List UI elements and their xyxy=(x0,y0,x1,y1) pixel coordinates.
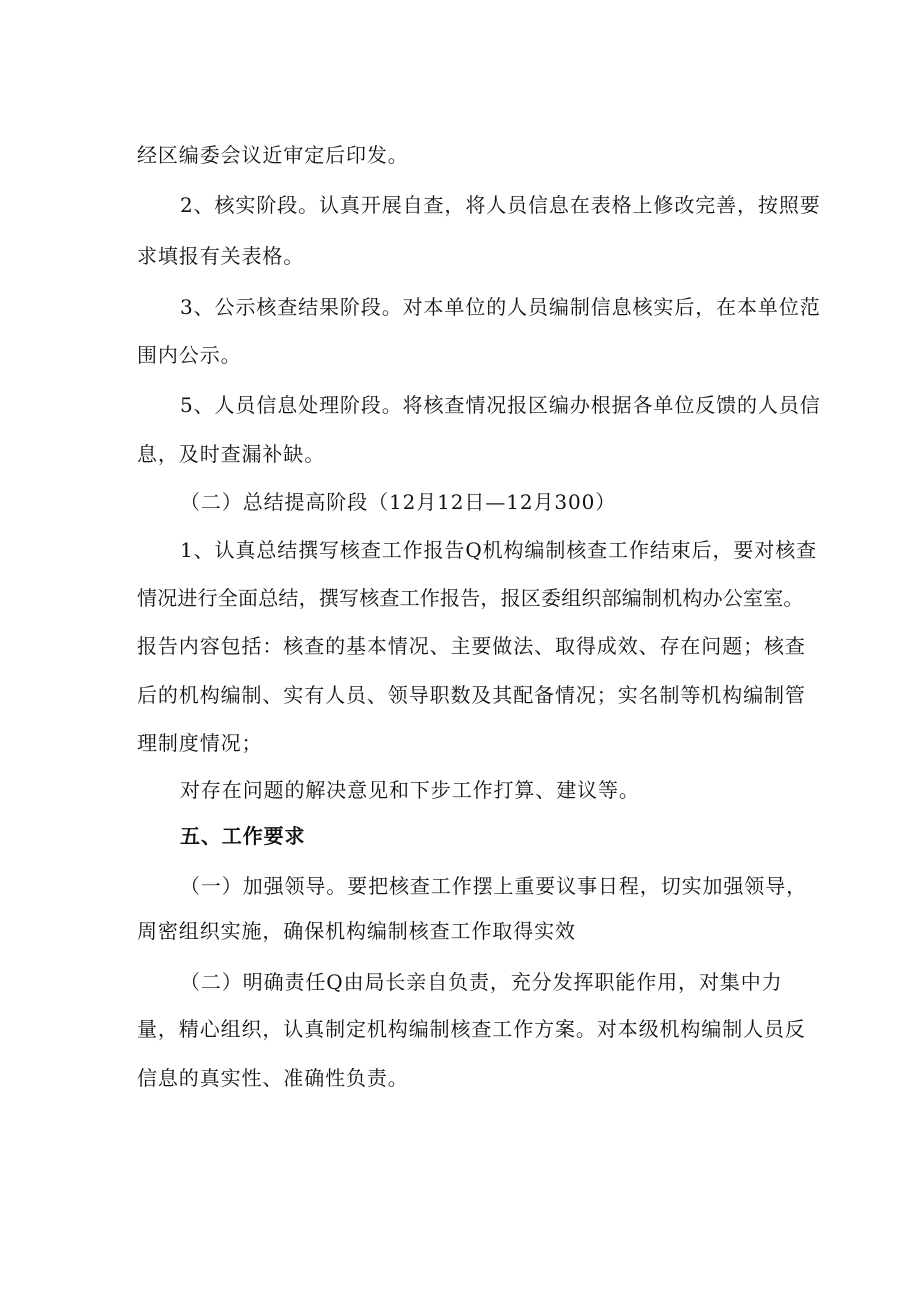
text-line: 情况进行全面总结，撰写核查工作报告，报区委组织部编制机构办公室室。 xyxy=(137,586,804,610)
text-line: 1、认真总结撰写核查工作报告Q机构编制核查工作结束后，要对核查 xyxy=(180,538,818,562)
text-line: 信息的真实性、准确性负责。 xyxy=(137,1066,409,1090)
text-line: 求填报有关表格。 xyxy=(137,244,305,268)
section-heading: 五、工作要求 xyxy=(180,824,306,848)
text-line: 息，及时查漏补缺。 xyxy=(137,442,326,466)
section-subheading: （二）总结提高阶段（12月12日—12月300） xyxy=(180,490,617,514)
text-line: 量，精心组织，认真制定机构编制核查工作方案。对本级机构编制人员反 xyxy=(137,1017,806,1041)
text-line: 后的机构编制、实有人员、领导职数及其配备情况；实名制等机构编制管 xyxy=(137,683,806,707)
text-line: 围内公示。 xyxy=(137,343,242,367)
text-line: 对存在问题的解决意见和下步工作打算、建议等。 xyxy=(180,778,640,802)
text-line: （一）加强领导。要把核查工作摆上重要议事日程，切实加强领导， xyxy=(180,874,807,898)
text-line: 理制度情况； xyxy=(137,731,263,755)
text-line: 报告内容包括：核查的基本情况、主要做法、取得成效、存在问题；核查 xyxy=(137,634,806,658)
text-line: 2、核实阶段。认真开展自查，将人员信息在表格上修改完善，按照要 xyxy=(180,193,821,217)
text-line: 5、人员信息处理阶段。将核查情况报区编办根据各单位反馈的人员信 xyxy=(180,393,821,417)
text-line: 3、公示核查结果阶段。对本单位的人员编制信息核实后，在本单位范 xyxy=(180,295,821,319)
text-line: 经区编委会议近审定后印发。 xyxy=(137,143,409,167)
text-line: （二）明确责任Q由局长亲自负责，充分发挥职能作用，对集中力 xyxy=(180,970,783,994)
text-line: 周密组织实施，确保机构编制核查工作取得实效 xyxy=(137,919,576,943)
